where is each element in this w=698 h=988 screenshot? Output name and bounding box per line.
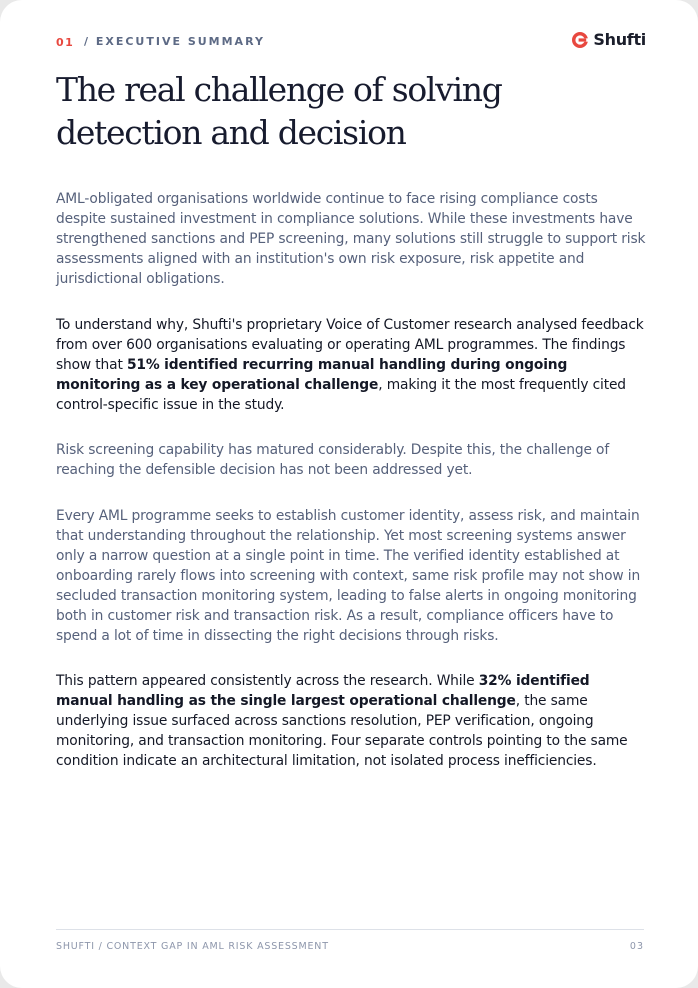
footer-divider bbox=[56, 929, 644, 930]
maturity-paragraph: Risk screening capability has matured considerably. Despite this, the challenge of reaching the defensible decision has not been addressed yet. bbox=[56, 442, 610, 478]
pattern-text-tail: , the same underlying issue surfaced across sanctions resolution, PEP verification, ongoing monitoring, and transaction monitoring. Four separate controls pointing to the same condition indicate an architectural limitation, not isolated process inefficiencies. bbox=[56, 693, 628, 769]
intro-paragraph: AML-obligated organisations worldwide continue to face rising compliance costs despite sustained investment in compliance solutions. While these investments have strengthened sanctions and PEP screening, many solutions still struggle to support risk assessments aligned with an institution's own risk exposure, risk appetite and jurisdictional obligations. bbox=[56, 191, 646, 287]
footer-document-title: SHUFTI / CONTEXT GAP IN AML RISK ASSESSMENT bbox=[56, 941, 329, 952]
title-line-2: detection and decision bbox=[56, 113, 406, 152]
research-text-tail: , making it the most frequently cited control-specific issue in the study. bbox=[56, 377, 626, 413]
pattern-highlight: 32% identified manual handling as the single largest operational challenge bbox=[56, 673, 590, 709]
pattern-text-lead: This pattern appeared consistently across the research. While bbox=[56, 673, 479, 689]
research-text-lead: To understand why, Shufti's proprietary Voice of Customer research analysed feedback from over 600 organisations evaluating or operating AML programmes. The findings show that bbox=[56, 317, 644, 373]
research-paragraph bbox=[56, 315, 646, 415]
page-title bbox=[56, 68, 616, 154]
logo-text: Shufti bbox=[593, 30, 646, 49]
research-highlight: 51% identified recurring manual handling during ongoing monitoring as a key operational challenge bbox=[56, 357, 568, 393]
section-number: 01 bbox=[56, 36, 75, 49]
shufti-logo-icon bbox=[571, 31, 589, 49]
page-header bbox=[56, 30, 646, 53]
title-line-1: The real challenge of solving bbox=[56, 70, 502, 109]
programme-paragraph: Every AML programme seeks to establish customer identity, assess risk, and maintain that understanding throughout the relationship. Yet most screening systems answer only a narrow question at a single point in time. The verified identity established at onboarding rarely flows into screening with context, same risk profile may not show in secluded transaction monitoring system, leading to false alerts in ongoing monitoring both in customer risk and transaction risk. As a result, compliance officers have to spend a lot of time in dissecting the right decisions through risks. bbox=[56, 508, 641, 644]
page-number: 03 bbox=[629, 941, 644, 952]
shufti-logo bbox=[571, 30, 646, 49]
section-label: / EXECUTIVE SUMMARY bbox=[84, 35, 265, 48]
pattern-paragraph bbox=[56, 671, 646, 771]
